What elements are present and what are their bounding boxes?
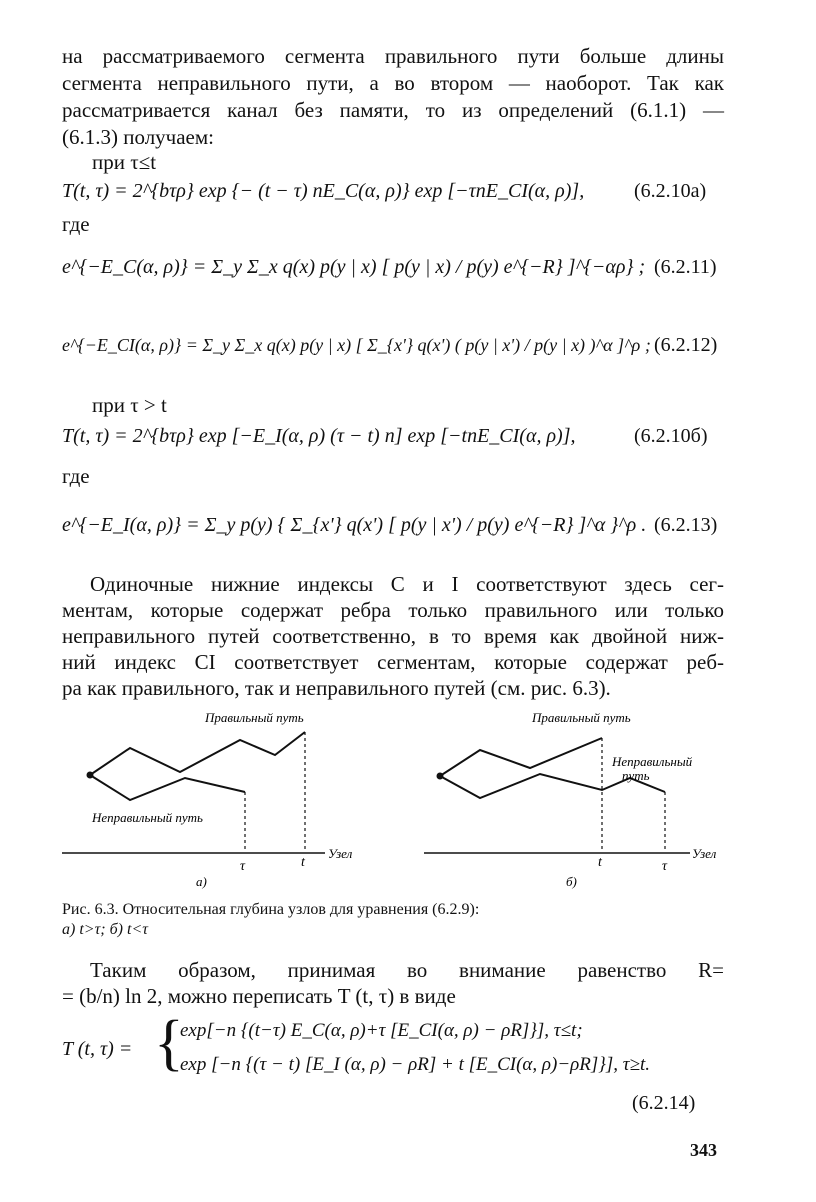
equation-number-6-2-10b: (6.2.10б) (634, 425, 708, 447)
condition-tau-le-t: при τ≤t (92, 150, 157, 174)
panel-label-a: а) (196, 874, 207, 889)
equation-6-2-12: e^{−E_CI(α, ρ)} = Σ_y Σ_x q(x) p(y | x) [ Σ_{x'} q(x') ( p(y | x') / p(y | x) )^α ]^ρ ; (62, 335, 651, 355)
paragraph-2-line-5: ра как правильного, так и неправильного путей (см. рис. 6.3). (62, 676, 611, 700)
label-incorrect-path-b-1: Неправильный (612, 754, 693, 769)
label-correct-path-b: Правильный путь (532, 710, 631, 725)
tick-t-b: t (598, 855, 602, 870)
figure-panel-a (62, 710, 353, 889)
equation-number-6-2-14: (6.2.14) (632, 1092, 696, 1114)
equation-6-2-14-brace: { (154, 1009, 184, 1077)
incorrect-path-a (90, 775, 245, 800)
root-node-a (87, 772, 94, 779)
correct-path-a (90, 732, 305, 775)
paragraph-3-line-1: Таким образом, принимая во внимание равенство R= (90, 958, 724, 982)
paragraph-1-line-2: сегмента неправильного пути, а во втором — наоборот. Так как (62, 71, 724, 95)
paragraph-1-line-4: (6.1.3) получаем: (62, 125, 215, 149)
where-2: где (62, 464, 90, 488)
equation-number-6-2-13: (6.2.13) (654, 514, 718, 536)
tick-tau-b: τ (662, 859, 668, 874)
paragraph-1-line-3: рассматривается канал без памяти, то из определений (6.1.1) — (62, 98, 724, 122)
equation-number-6-2-10a: (6.2.10а) (634, 180, 707, 202)
label-incorrect-path-b-2: путь (622, 768, 650, 783)
correct-path-b (440, 738, 602, 776)
page-number: 343 (690, 1140, 717, 1160)
paragraph-2-line-2: ментам, которые содержат ребра только правильного или только (62, 598, 724, 622)
paragraph-3-line-2: = (b/n) ln 2, можно переписать T (t, τ) в виде (62, 984, 456, 1008)
equation-6-2-10b: T(t, τ) = 2^{bτρ} exp [−E_I(α, ρ) (τ − t) n] exp [−tnE_CI(α, ρ)], (62, 425, 576, 447)
figure-6-3 (0, 700, 816, 900)
equation-number-6-2-11: (6.2.11) (654, 256, 717, 278)
figure-panel-b (424, 710, 717, 889)
equation-6-2-13: e^{−E_I(α, ρ)} = Σ_y p(y) { Σ_{x'} q(x') [ p(y | x') / p(y) e^{−R} ]^α }^ρ . (62, 514, 647, 536)
condition-tau-gt-t: при τ > t (92, 393, 167, 417)
equation-6-2-14-case-2: exp [−n {(τ − t) [E_I (α, ρ) − ρR] + t [E_CI(α, ρ)−ρR]}], τ≥t. (180, 1054, 651, 1075)
label-correct-path-a: Правильный путь (205, 710, 304, 725)
where-1: где (62, 212, 90, 236)
equation-6-2-14-lhs: T (t, τ) = (62, 1038, 133, 1060)
panel-label-b: б) (566, 874, 577, 889)
equation-6-2-14-case-1: exp[−n {(t−τ) E_C(α, ρ)+τ [E_CI(α, ρ) − ρR]}], τ≤t; (180, 1020, 583, 1041)
label-node-a: Узел (328, 846, 353, 861)
figure-caption-line-1: Рис. 6.3. Относительная глубина узлов для уравнения (6.2.9): (62, 901, 480, 918)
paragraph-2-line-3: неправильного путей соответственно, в то время как двойной ниж- (62, 624, 724, 648)
equation-6-2-10a: T(t, τ) = 2^{bτρ} exp {− (t − τ) nE_C(α, ρ)} exp [−τnE_CI(α, ρ)], (62, 180, 585, 202)
tick-tau-a: τ (240, 859, 246, 874)
equation-number-6-2-12: (6.2.12) (654, 334, 718, 356)
paragraph-2-line-1: Одиночные нижние индексы C и I соответствуют здесь сег- (90, 572, 724, 596)
paragraph-1-line-1: на рассматриваемого сегмента правильного пути больше длины (62, 44, 724, 68)
equation-6-2-11: e^{−E_C(α, ρ)} = Σ_y Σ_x q(x) p(y | x) [ p(y | x) / p(y) e^{−R} ]^{−αρ} ; (62, 256, 646, 278)
tick-t-a: t (301, 855, 305, 870)
figure-caption-line-2: а) t>τ; б) t<τ (62, 921, 148, 938)
label-node-b: Узел (692, 846, 717, 861)
root-node-b (437, 773, 444, 780)
paragraph-2-line-4: ний индекс CI соответствует сегментам, которые содержат реб- (62, 650, 724, 674)
label-incorrect-path-a: Неправильный путь (92, 810, 203, 825)
